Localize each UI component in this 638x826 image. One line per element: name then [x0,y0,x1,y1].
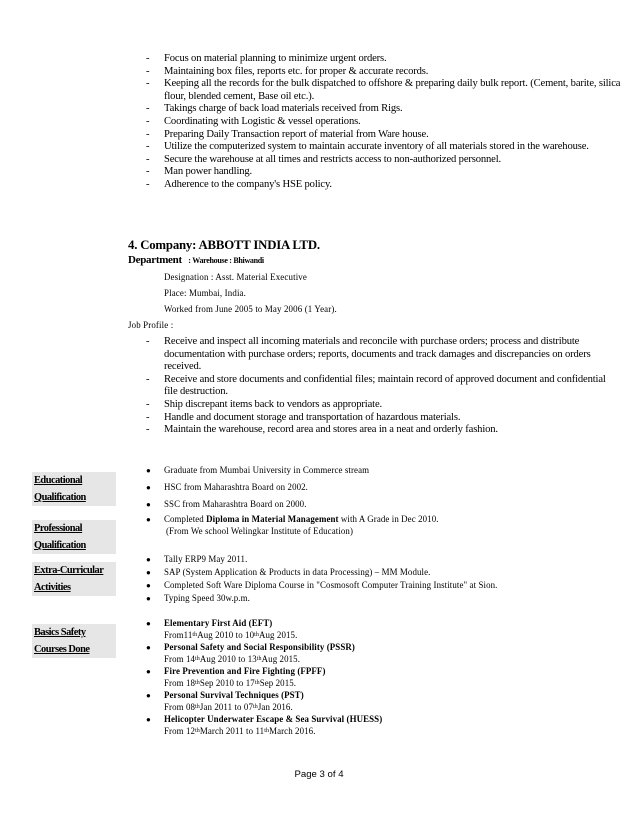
date-sup: th [195,655,200,662]
date-sup: th [256,655,262,662]
dash-marker: - [146,178,150,190]
list-item-text: Secure the warehouse at all times and restricts access to non-authorized personnel. [164,153,502,165]
list-item [146,336,606,374]
bullet-marker: ● [146,619,151,628]
list-item [146,567,616,580]
course-title-row [146,618,616,630]
course-title: Helicopter Underwater Escape & Sea Survival (HUESS) [164,714,383,724]
course-item [146,714,616,738]
place: Place: Mumbai, India. [164,288,247,298]
date-text: March 2016. [269,725,316,736]
date-sup: th [254,631,260,638]
extra-curricular-label [32,562,116,596]
course-dates [146,702,616,714]
list-item-text: Coordinating with Logistic & vessel operations. [164,115,361,127]
list-item [146,179,624,192]
list-item [146,374,606,399]
page-number: Page 3 of 4 [294,769,344,780]
safety-courses-label [32,624,116,658]
list-item-text: SAP (System Application & Products in data Processing) – MM Module. [164,567,431,577]
list-item [146,154,624,167]
section-label-line: Activities [34,582,71,593]
list-item [146,514,616,526]
list-item [146,424,606,437]
list-item-text: Preparing Daily Transaction report of material from Ware house. [164,128,429,140]
course-title: Personal Safety and Social Responsibility (PSSR) [164,642,355,652]
diploma-name: Diploma in Material Management [206,514,339,524]
date-text: March 2011 to 11 [199,725,265,736]
education-label [32,472,116,506]
list-item-text: Graduate from Mumbai University in Commerce stream [164,465,370,475]
section-label-line: Professional [34,523,83,534]
dash-marker: - [146,398,150,410]
date-text: Aug 2010 to 13 [199,653,257,664]
company-heading: 4. Company: ABBOTT INDIA LTD. [128,238,320,252]
bullet-marker: ● [146,581,151,590]
bullet-marker: ● [146,691,151,700]
department-value: : Warehouse : Bhiwandi [188,256,264,265]
date-text: From 14 [164,653,196,664]
department-label: Department [128,254,182,266]
course-title: Personal Survival Techniques (PST) [164,690,304,700]
list-item [146,53,624,66]
course-title-row [146,642,616,654]
dash-marker: - [146,141,150,153]
list-item-text: Completed Soft Ware Diploma Course in "Cosmosoft Computer Training Institute" at Sion. [164,580,498,590]
dash-marker: - [146,411,150,423]
course-item [146,690,616,714]
date-sup: th [253,703,258,710]
bullet-marker: ● [146,466,151,475]
list-item-text: Tally ERP9 May 2011. [164,554,248,564]
list-item [146,412,606,425]
bullet-marker: ● [146,715,151,724]
list-item [146,66,624,79]
professional-sub: (From We school Welingkar Institute of Education) [166,525,354,536]
section-label-line: Qualification [34,540,86,551]
dash-marker: - [146,53,150,64]
course-dates [146,726,616,738]
list-item [146,129,624,142]
date-text: Aug 2015. [259,629,298,640]
date-sup: th [254,679,260,686]
dash-marker: - [146,78,150,90]
course-dates [146,630,616,642]
list-item-text: Ship discrepant items back to vendors as appropriate. [164,398,382,410]
text-segment: with A Grade in Dec 2010. [338,514,439,524]
list-item-text: Receive and inspect all incoming materials and reconcile with purchase orders; process and distribute documentation with purchase orders; reports, documents and track damages and discrepancies on orders received. [164,336,591,373]
list-item [146,465,616,482]
worked-period: Worked from June 2005 to May 2006 (1 Year). [164,304,337,314]
list-item-text: Focus on material planning to minimize urgent orders. [164,53,387,64]
list-item-text: Adherence to the company's HSE policy. [164,178,332,190]
responsibilities-list [146,53,624,192]
list-item-text: Typing Speed 30w.p.m. [164,593,250,603]
bullet-marker: ● [146,568,151,577]
course-title: Elementary First Aid (EFT) [164,618,273,628]
section-label-line: Extra-Curricular [34,565,104,576]
list-item-text: Handle and document storage and transportation of hazardous materials. [164,411,461,423]
bullet-marker: ● [146,515,151,524]
list-item-text: Utilize the computerized system to maintain accurate inventory of all materials stored in the warehouse. [164,141,589,153]
department-line [128,254,264,266]
extra-curricular-list [146,554,616,606]
course-dates [146,654,616,666]
list-item-text [164,514,616,526]
date-text: Jan 2011 to 07 [199,701,253,712]
professional-label [32,520,116,554]
dash-marker: - [146,65,150,77]
list-item-text: HSC from Maharashtra Board on 2002. [164,482,308,492]
date-sup: th [195,727,200,734]
section-label-line: Courses Done [34,644,90,655]
dash-marker: - [146,424,150,436]
list-item [146,580,616,593]
bullet-marker: ● [146,500,151,509]
dash-marker: - [146,166,150,178]
dash-marker: - [146,336,150,347]
bullet-marker: ● [146,643,151,652]
bullet-marker: ● [146,555,151,564]
text-segment: Completed [164,514,207,524]
date-sup: th [195,679,200,686]
bullet-marker: ● [146,667,151,676]
date-sup: th [195,703,200,710]
dash-marker: - [146,103,150,115]
list-item [146,482,616,499]
dash-marker: - [146,115,150,127]
date-text: From 18 [164,677,196,688]
designation: Designation : Asst. Material Executive [164,272,307,282]
list-item [146,116,624,129]
course-item [146,666,616,690]
date-text: Aug 2010 to 10 [197,629,255,640]
list-item-text: Receive and store documents and confidential files; maintain record of approved document and confidential file destruction. [164,373,606,398]
date-text: Sep 2015. [259,677,297,688]
list-item-text: Takings charge of back load materials received from Rigs. [164,103,403,115]
list-item [146,141,624,154]
list-item [146,166,624,179]
list-item-text: Man power handling. [164,166,253,178]
education-list [146,465,616,516]
date-text: From 08 [164,701,196,712]
list-item [146,593,616,606]
list-item [146,103,624,116]
date-text: From 12 [164,725,196,736]
date-text: Sep 2010 to 17 [199,677,255,688]
date-text: Aug 2015. [261,653,301,664]
course-title-row [146,714,616,726]
dash-marker: - [146,153,150,165]
course-title-row [146,690,616,702]
course-dates [146,678,616,690]
job-profile-label: Job Profile : [128,320,174,330]
safety-courses-list [146,618,616,738]
date-sup: th [264,727,270,734]
professional-block [146,514,616,537]
date-sup: th [192,631,198,638]
section-label-line: Qualification [34,492,86,503]
date-text: From11 [164,629,193,640]
dash-marker: - [146,128,150,140]
course-title-row [146,666,616,678]
course-item [146,642,616,666]
course-item [146,618,616,642]
list-item [146,78,624,103]
list-item [146,399,606,412]
list-item-text: Keeping all the records for the bulk dispatched to offshore & preparing daily bulk report. (Cement, barite, silica flour, blended cement, Base oil etc.). [164,78,621,102]
section-label-line: Basics Safety [34,627,86,638]
list-item [146,554,616,567]
list-item-text: Maintain the warehouse, record area and stores area in a neat and orderly fashion. [164,424,498,436]
list-item-text: SSC from Maharashtra Board on 2000. [164,499,307,509]
section-label-line: Educational [34,475,83,486]
course-title: Fire Prevention and Fire Fighting (FPFF) [164,666,326,676]
date-text: Jan 2016. [257,701,293,712]
bullet-marker: ● [146,483,151,492]
job-profile-list [146,336,606,437]
list-item-text: Maintaining box files, reports etc. for proper & accurate records. [164,65,429,77]
dash-marker: - [146,373,150,385]
bullet-marker: ● [146,594,151,603]
